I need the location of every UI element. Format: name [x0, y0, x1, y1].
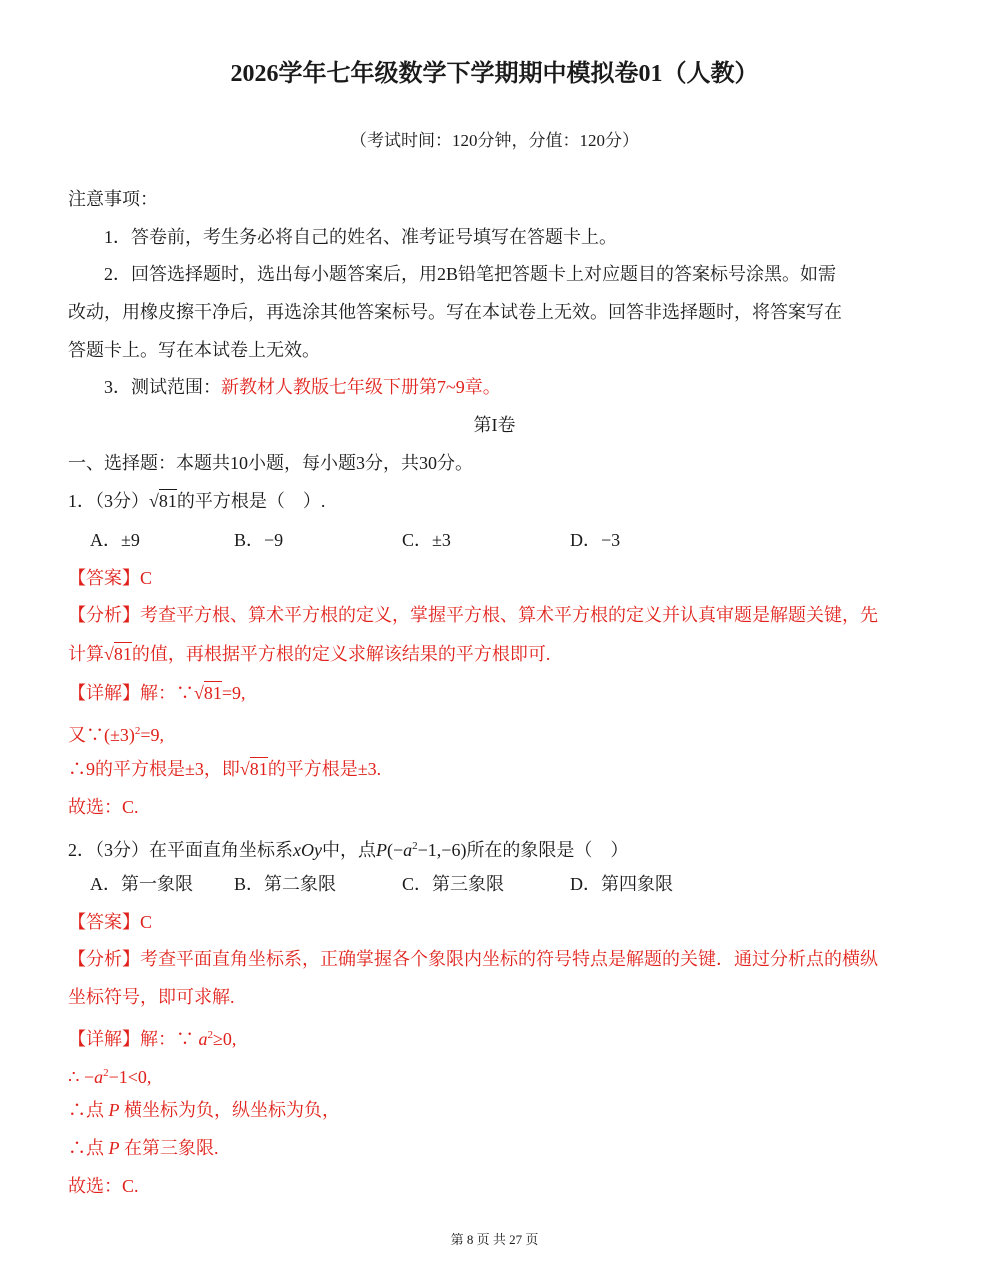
- q2-analysis: 【分析】考查平面直角坐标系，正确掌握各个象限内坐标的符号特点是解题的关键．通过分析点的横纵: [68, 949, 878, 969]
- text: ∴9的平方根是±3，即: [68, 759, 240, 779]
- q1-suffix: 的平方根是（ ）.: [176, 491, 326, 511]
- notice-item-1: 1．答卷前，考生务必将自己的姓名、准考证号填写在答题卡上。: [104, 227, 617, 247]
- text: 中，点: [321, 840, 376, 860]
- q2-analysis-cont: 坐标符号，即可求解.: [68, 987, 235, 1007]
- q1-prefix: 1．（3分）: [68, 491, 149, 511]
- text: ≥0,: [213, 1029, 237, 1049]
- notice-item-2: 2．回答选择题时，选出每小题答案后，用2B铅笔把答题卡上对应题目的答案标号涂黑。如需: [104, 264, 837, 284]
- q1-analysis: 【分析】考查平方根、算术平方根的定义，掌握平方根、算术平方根的定义并认真审题是解题关键，先: [68, 605, 878, 625]
- notice-item-2-cont: 改动，用橡皮擦干净后，再选涂其他答案标号。写在本试卷上无效。回答非选择题时，将答案写在: [68, 302, 842, 322]
- text: 的值，再根据平方根的定义求解该结果的平方根即可.: [131, 644, 551, 664]
- math: P: [108, 1100, 120, 1120]
- q1-step-3: ∴9的平方根是±3，即√81的平方根是±3.: [68, 759, 382, 779]
- text: 2．（3分）在平面直角坐标系: [68, 840, 293, 860]
- q1-radical: 81: [249, 759, 268, 779]
- text: 横坐标为负，纵坐标为负，: [124, 1100, 340, 1120]
- text: (−: [386, 840, 404, 860]
- text: ∴点: [68, 1100, 104, 1120]
- notice-heading: 注意事项：: [68, 189, 158, 209]
- text: 计算: [68, 644, 104, 664]
- exponent: 2: [103, 1067, 109, 1079]
- notice-item-3: [104, 375, 501, 399]
- q2-option-b: B．第二象限: [234, 874, 337, 894]
- q1-option-a: A．±9: [90, 530, 140, 550]
- q1-analysis-cont: 计算√81的值，再根据平方根的定义求解该结果的平方根即可.: [68, 644, 551, 664]
- q2-step-3: [68, 1098, 340, 1122]
- q2-option-c: C．第三象限: [402, 874, 505, 894]
- q2-step-4: [68, 1136, 219, 1160]
- question-1: 1．（3分）√81的平方根是（ ）.: [68, 491, 326, 511]
- text: ∴点: [68, 1138, 104, 1158]
- scope-value: 新教材人教版七年级下册第7~9章。: [221, 377, 501, 397]
- q1-option-b: B．−9: [234, 530, 284, 550]
- text: 【详解】解：∵: [68, 683, 194, 703]
- q2-option-d: D．第四象限: [570, 874, 673, 894]
- text: 的平方根是±3.: [267, 759, 382, 779]
- text: =9,: [221, 683, 246, 703]
- exam-info: （考试时间：120分钟，分值：120分）: [350, 131, 639, 150]
- text: =9,: [140, 725, 165, 745]
- page-title: 2026学年七年级数学下学期期中模拟卷01（人教）: [230, 61, 759, 87]
- text: 又∵(±3): [68, 725, 135, 745]
- math: xOy: [293, 840, 322, 860]
- exponent: 2: [207, 1029, 213, 1041]
- q1-options: [90, 528, 620, 552]
- text: 在第三象限.: [124, 1138, 219, 1158]
- text: ∴ −: [68, 1067, 95, 1087]
- exponent: 2: [412, 840, 418, 852]
- q1-step-2: [68, 719, 164, 747]
- math: a: [198, 1029, 208, 1049]
- page-footer: 第 8 页 共 27 页: [450, 1232, 539, 1247]
- math: P: [108, 1138, 120, 1158]
- q1-option-c: C．±3: [402, 530, 451, 550]
- q1-answer: 【答案】C: [68, 568, 153, 588]
- math: a: [94, 1067, 104, 1087]
- math: a: [403, 840, 413, 860]
- q2-option-a: A．第一象限: [90, 874, 193, 894]
- volume-heading: 第I卷: [473, 415, 516, 435]
- q2-step-2: [68, 1061, 151, 1089]
- q1-choose: 故选：C.: [68, 797, 139, 817]
- q1-option-d: D．−3: [570, 530, 621, 550]
- text: −1<0,: [108, 1067, 152, 1087]
- text: −1,−6)所在的象限是（ ）: [417, 840, 629, 860]
- scope-label: 3．测试范围：: [104, 377, 221, 397]
- q2-choose: 故选：C.: [68, 1176, 139, 1196]
- text: 【详解】解：∵: [68, 1029, 199, 1049]
- q2-detail: [68, 1023, 236, 1051]
- q1-detail: 【详解】解：∵√81=9,: [68, 683, 246, 703]
- math: P: [375, 840, 387, 860]
- q1-radical: 81: [158, 491, 177, 511]
- section-heading: 一、选择题：本题共10小题，每小题3分，共30分。: [68, 453, 473, 473]
- q2-answer: 【答案】C: [68, 912, 153, 932]
- q2-options: [90, 872, 673, 896]
- question-2: [68, 834, 628, 862]
- q1-radical: 81: [113, 644, 132, 664]
- exponent: 2: [134, 725, 141, 737]
- q1-radical: 81: [203, 683, 222, 703]
- notice-item-2-cont: 答题卡上。写在本试卷上无效。: [68, 340, 320, 360]
